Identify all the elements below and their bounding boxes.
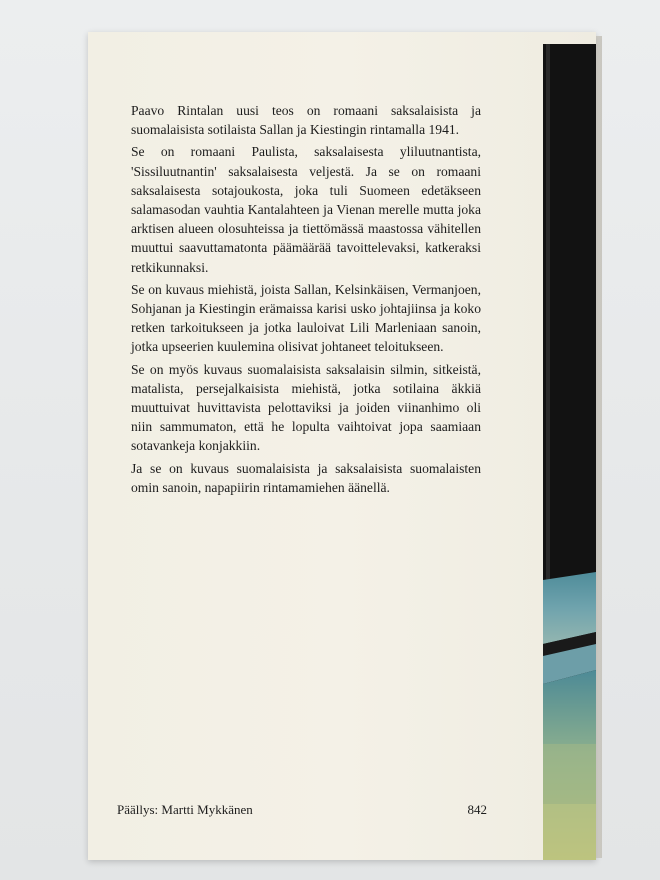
cover-artwork-strip (543, 44, 596, 860)
blurb-paragraph-3: Se on kuvaus miehistä, joista Sallan, Kelsinkäisen, Vermanjoen, Sohjanan ja Kiestingin erämaissa karisi usko johtajiinsa ja koko retken tarkoitukseen ja jotka lauloivat Lili Marleniaan sanoin, jotka upseerien kuulemina olisivat johtaneet teloitukseen. (131, 281, 481, 355)
abstract-art-icon (543, 44, 596, 860)
cover-footer (117, 802, 487, 818)
blurb-paragraph-2: Se on romaani Paulista, saksalaisesta yliluutnantista, 'Sissiluutnantin' saksalaisesta veljestä. Ja se on romaani saksalaisesta sotajoukosta, joka tuli Suomeen edetäkseen salamasodan vauhtia Kantalahteen ja Vienan merelle mutta joka arktisen alueen olosuhteissa ja tiettömässä maastossa vähitellen muuttui saavuttamatonta päämäärää tavoittelevaksi, katkeraksi retkikunnaksi. (131, 144, 481, 275)
blurb-paragraph-1: Paavo Rintalan uusi teos on romaani saksalaisista ja suomalaisista sotilaista Sallan ja Kiestingin rintamalla 1941. (131, 103, 481, 138)
blurb-text (131, 101, 481, 500)
blurb-paragraph-4: Se on myös kuvaus suomalaisista saksalaisin silmin, sitkeistä, matalista, persejalkaisista miehistä, jotka sotilaina äkkiä muuttuivat huvittavista pelottaviksi ja joiden viinanhimo oli niin sammumaton, että he lopulta vaihtoivat jopa saamiaan sotavankeja konjakkiin. (131, 361, 481, 454)
catalog-number: 842 (467, 802, 487, 817)
blurb-paragraph-5: Ja se on kuvaus suomalaisista ja saksalaisista suomalaisten omin sanoin, napapiirin rintamamiehen äänellä. (131, 460, 481, 495)
page-edge (596, 36, 602, 858)
cover-credit: Päällys: Martti Mykkänen (117, 802, 253, 817)
